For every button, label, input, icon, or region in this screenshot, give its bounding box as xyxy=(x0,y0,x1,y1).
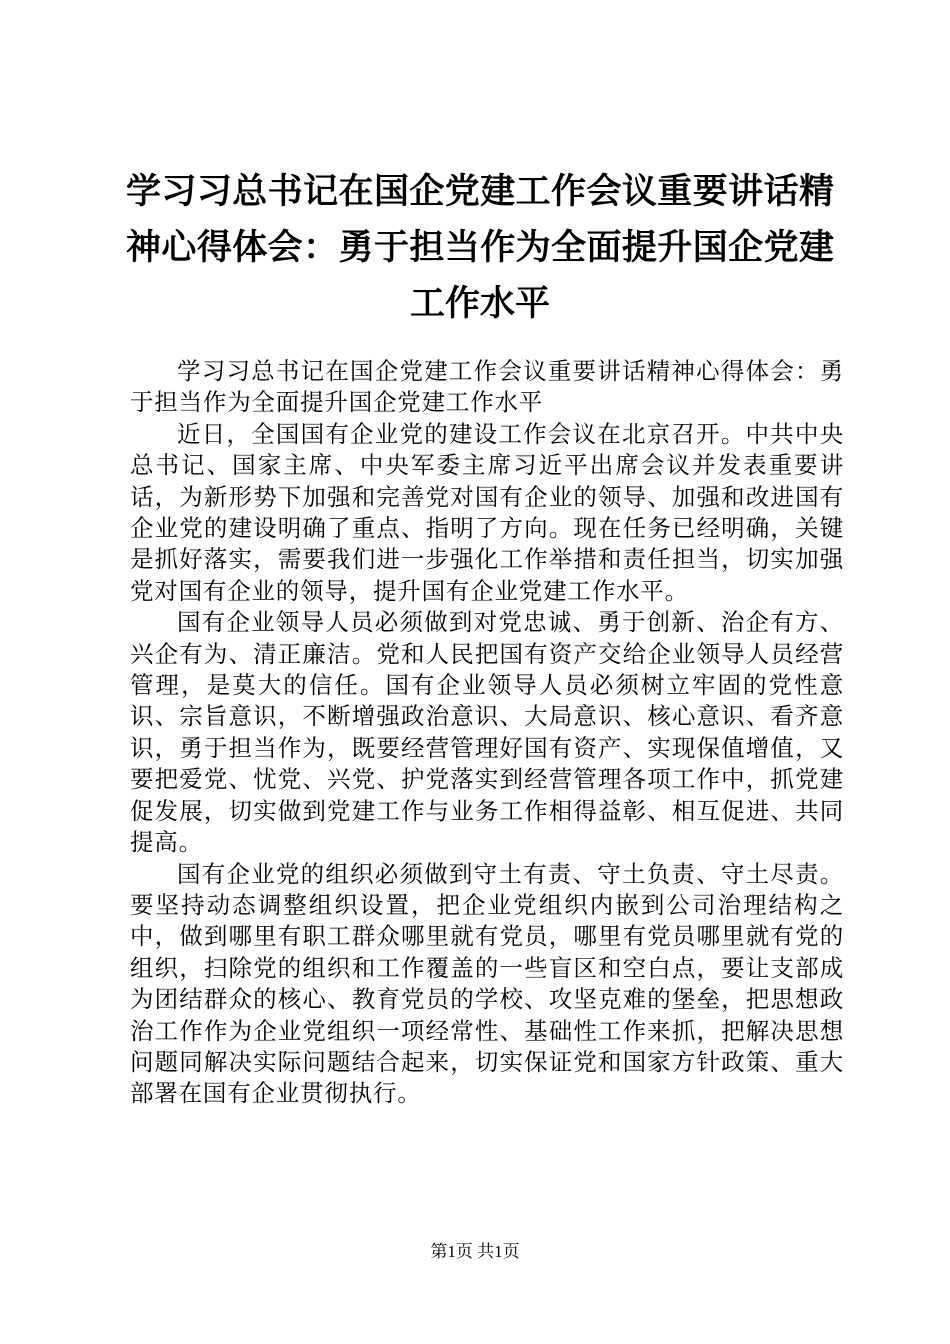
paragraph-organizations: 国有企业党的组织必须做到守土有责、守土负责、守土尽责。要坚持动态调整组织设置，把企业党组织内嵌到公司治理结构之中，做到哪里有职工群众哪里就有党员，哪里有党员哪里就有党的组织，扫除党的组织和工作覆盖的一些盲区和空白点，要让支部成为团结群众的核心、教育党员的学校、攻坚克难的堡垒，把思想政治工作作为企业党组织一项经常性、基础性工作来抓，把解决思想问题同解决实际问题结合起来，切实保证党和国家方针政策、重大部署在国有企业贯彻执行。 xyxy=(130,859,844,1108)
paragraph-subtitle: 学习习总书记在国企党建工作会议重要讲话精神心得体会：勇于担当作为全面提升国企党建工作水平 xyxy=(130,357,844,417)
paragraph-leaders: 国有企业领导人员必须做到对党忠诚、勇于创新、治企有方、兴企有为、清正廉洁。党和人民把国有资产交给企业领导人员经营管理，是莫大的信任。国有企业领导人员必须树立牢固的党性意识、宗旨意识，不断增强政治意识、大局意识、核心意识、看齐意识，勇于担当作为，既要经营管理好国有资产、实现保值增值，又要把爱党、忧党、兴党、护党落实到经营管理各项工作中，抓党建促发展，切实做到党建工作与业务工作相得益彰、相互促进、共同提高。 xyxy=(130,608,844,857)
document-title: 学习习总书记在国企党建工作会议重要讲话精神心得体会：勇于担当作为全面提升国企党建工作水平 xyxy=(126,172,834,324)
paragraph-intro: 近日，全国国有企业党的建设工作会议在北京召开。中共中央总书记、国家主席、中央军委主席习近平出席会议并发表重要讲话，为新形势下加强和完善党对国有企业的领导、加强和改进国有企业党的建设明确了重点、指明了方向。现在任务已经明确，关键是抓好落实，需要我们进一步强化工作举措和责任担当，切实加强党对国有企业的领导，提升国有企业党建工作水平。 xyxy=(130,419,844,605)
page-footer: 第1页 共1页 xyxy=(430,1242,520,1261)
document-body xyxy=(130,356,844,1110)
